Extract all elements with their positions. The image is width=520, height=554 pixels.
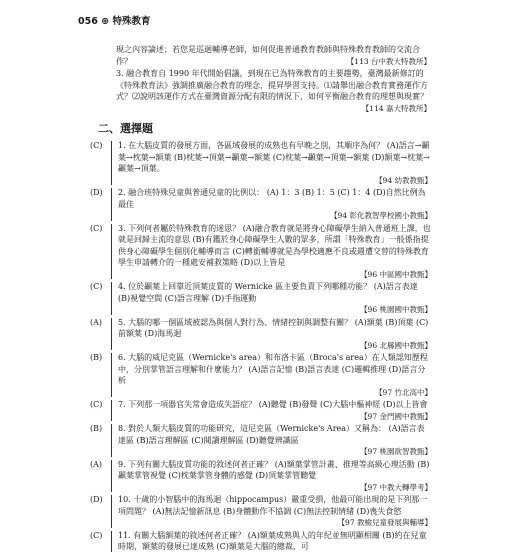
- section-title: 二、選擇題: [98, 122, 153, 135]
- intro-source: 【114 嘉大特教所】: [361, 103, 431, 113]
- answer-divider: [111, 141, 112, 185]
- answer-divider: [111, 224, 112, 280]
- answer-divider: [111, 282, 112, 315]
- question-item: [90, 530, 432, 553]
- answer-key: (C): [90, 282, 103, 291]
- page-number: 056: [78, 16, 98, 27]
- question-text: 11. 有關大腦額葉的敘述何者正確？ (A)額葉成熟與人的年紀並無明顯相關 (B)約在兒童時期，額葉的發展已達成熟 (C)額葉是大腦的總裁，可: [118, 530, 427, 551]
- header-bullet-icon: ⊕: [101, 16, 110, 27]
- question-source: 【94 彰化教智學校國小教甄】: [330, 211, 432, 220]
- answer-key: (C): [90, 400, 103, 409]
- answer-key: (B): [90, 424, 103, 433]
- answer-key: (A): [90, 317, 103, 327]
- question-text: 9. 下列有關大腦皮質功能的敘述何者正確？ (A)額葉掌管計畫、推理等高級心理活動 (B)顳葉掌管視覺 (C)枕葉掌管身體的感覺 (D)頂葉掌管聽覺: [118, 459, 430, 480]
- page-header: [78, 16, 150, 28]
- answer-key: (D): [90, 495, 103, 504]
- book-title: 特殊教育: [112, 16, 151, 27]
- question-item: [90, 459, 432, 494]
- question-source: 【96 北縣國中教甄】: [360, 340, 432, 350]
- answer-key: (D): [90, 188, 103, 197]
- intro-text: 現之內容論述；若您是巡迴輔導老師，如何促進普通教育教師與特殊教育教師的交流合作？: [116, 45, 420, 66]
- answer-key: (A): [90, 459, 103, 469]
- question-text: 2. 融合班特殊兒童與普通兒童的比例以： (A) 1：3 (B) 1：5 (C) 1：4 (D)自然比例為最佳: [118, 188, 426, 209]
- answer-key: (C): [90, 530, 103, 540]
- question-source: 【97 金門國中教甄】: [360, 411, 432, 421]
- question-text: 3. 下列何者屬於特殊教育的迷思？ (A)融合教育就是將身心障礙學生納入普通班上課，也就是回歸主流的意思 (B)有鑑於身心障礙學生人數的眾多，所謂「特殊教育」一般係指提供身心障礙學生個別化輔導而言 (C)轉銜輔導就是為學校適應不良或週遭交替的特殊教育學生申請轉介的一種處安補救策略 (D)以上皆是: [118, 223, 431, 267]
- answer-key: (C): [90, 223, 103, 233]
- intro-text: 3. 融合教育自 1990 年代開始倡議，到現在已為特殊教育的主要趨勢，臺灣最新修訂的《特殊教育法》強調推廣融合教育的理念，提昇學習支持。⑴請舉出融合教育實務運作方式？⑵說明該運作方式在臺灣資源分配有限的情況下，如何平衡融合教育的理想與現實？: [116, 69, 428, 101]
- answer-divider: [111, 318, 112, 351]
- question-text: 10. 十歲的小智腦中的海馬迴（hippocampus）嚴重受損，他最可能出現的是下列那一項問題？ (A)無法記憶新訊息 (B)身體動作不協調 (C)無法控制情緒 (D)喪失食慾: [118, 495, 428, 516]
- answer-key: (B): [90, 353, 103, 362]
- question-text: 1. 在大腦皮質的發展方面，各區域發展的成熟也有早晚之別，其順序為何？ (A)語言→顳葉→枕葉→額葉 (B)枕葉→頂葉→顳葉→額葉 (C)枕葉→顳葉→頂葉→額葉 (D)額葉→枕葉→顳葉→頂葉。: [118, 141, 430, 173]
- question-item: [90, 140, 432, 186]
- question-item: [90, 187, 432, 222]
- question-list: [90, 140, 432, 554]
- answer-divider: [111, 188, 112, 221]
- answer-divider: [111, 531, 112, 552]
- question-source: 【97 竹北高中】: [375, 387, 432, 397]
- intro-item: [116, 44, 431, 67]
- question-text: 7. 下列那一項器官失常會造成失語症？ (A)聽覺 (B)發聲 (C)大腦中樞神經 (D)以上皆會: [118, 400, 428, 409]
- question-item: [90, 223, 432, 281]
- question-text: 5. 大腦的哪一個區域被認為與個人對行為、情緒控制與調整有關？ (A)額葉 (B)頂葉 (C)前額葉 (D)海馬迴: [118, 317, 429, 338]
- question-item: [90, 281, 432, 316]
- question-source: 【97 中教大轉學考】: [360, 482, 432, 492]
- question-item: [90, 423, 432, 458]
- answer-divider: [111, 460, 112, 493]
- question-item: [90, 317, 432, 352]
- question-source: 【96 桃園國中教甄】: [360, 305, 432, 314]
- question-item: [90, 352, 432, 398]
- answer-key: (C): [90, 141, 103, 150]
- question-text: 6. 大腦的威尼克區（Wernicke's area）和布洛卡區（Broca's area）在人類認知歷程中，分別掌管語言理解和什麼能力？ (A)語言記憶 (B)語言表達 (C)邏輯推理 (D)語言分析: [118, 353, 428, 385]
- question-source: 【96 中區國中教甄】: [360, 269, 432, 279]
- intro-source: 【113 台中教大特教所】: [346, 56, 431, 66]
- answer-divider: [111, 400, 112, 421]
- question-source: 【97 桃園欲智教甄】: [360, 447, 432, 456]
- answer-divider: [111, 424, 112, 457]
- question-text: 4. 位於顳葉上回靠近頂葉皮質的 Wernicke 區主要負責下列哪種功能？ (A)語言表達 (B)視覺空間 (C)語言理解 (D)手指運動: [118, 282, 418, 303]
- question-item: [90, 399, 432, 422]
- answer-divider: [111, 353, 112, 397]
- question-source: 【97 教檢兒童發展與輔導】: [337, 518, 432, 527]
- intro-item: [116, 68, 431, 114]
- question-source: 【94 幼教教甄】: [375, 175, 432, 185]
- question-item: [90, 494, 432, 529]
- question-text: 8. 對於人類大腦皮質的功能研究，這尼克區（Wernicke's Area）又稱為： (A)語言表達區 (B)語言理解區 (C)閱讀理解區 (D)聽覺辨識區: [118, 424, 425, 445]
